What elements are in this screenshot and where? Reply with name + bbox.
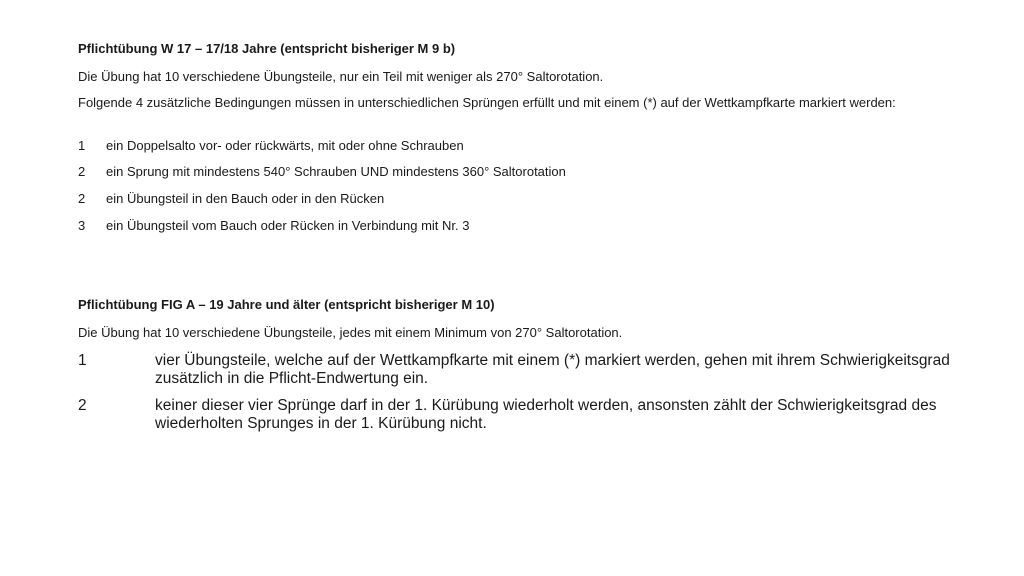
list-item-number: 2 — [78, 191, 86, 206]
list-item — [78, 164, 958, 180]
list-item-text: ein Übungsteil in den Bauch oder in den Rücken — [106, 191, 385, 206]
list-item — [78, 218, 958, 234]
list-item — [78, 352, 958, 388]
list-item-number: 2 — [78, 164, 86, 179]
list-item — [78, 397, 958, 433]
list-item — [78, 138, 958, 154]
list-item-number: 1 — [78, 138, 86, 153]
section2-heading: Pflichtübung FIG A – 19 Jahre und älter (entspricht bisheriger M 10) — [78, 297, 495, 312]
section1-conditions-text: Folgende 4 zusätzliche Bedingungen müssen in unterschiedlichen Sprüngen erfüllt und mit einem (*) auf der Wettkampfkarte markiert werden: — [78, 95, 896, 110]
list-item-text: keiner dieser vier Sprünge darf in der 1. Kürübung wiederholt werden, ansonsten zählt der Schwierigkeitsgrad des wiederholten Sprunges in der 1. Kürübung nicht. — [155, 397, 937, 432]
section2-intro: Die Übung hat 10 verschiedene Übungsteile, jedes mit einem Minimum von 270° Saltorotation. — [78, 325, 623, 340]
list-item-text: ein Doppelsalto vor- oder rückwärts, mit oder ohne Schrauben — [106, 138, 464, 153]
list-item-text: vier Übungsteile, welche auf der Wettkampfkarte mit einem (*) markiert werden, gehen mit ihrem Schwierigkeitsgrad zusätzlich in die Pflicht-Endwertung ein. — [155, 352, 950, 387]
list-item-number: 2 — [78, 397, 87, 414]
section1-heading: Pflichtübung W 17 – 17/18 Jahre (entspricht bisheriger M 9 b) — [78, 41, 456, 56]
list-item-text: ein Übungsteil vom Bauch oder Rücken in Verbindung mit Nr. 3 — [106, 218, 470, 233]
list-item — [78, 191, 958, 207]
list-item-number: 1 — [78, 352, 87, 369]
list-item-number: 3 — [78, 218, 86, 233]
list-item-text: ein Sprung mit mindestens 540° Schrauben UND mindestens 360° Saltorotation — [106, 164, 566, 179]
section1-intro: Die Übung hat 10 verschiedene Übungsteile, nur ein Teil mit weniger als 270° Saltorotation. — [78, 69, 604, 84]
